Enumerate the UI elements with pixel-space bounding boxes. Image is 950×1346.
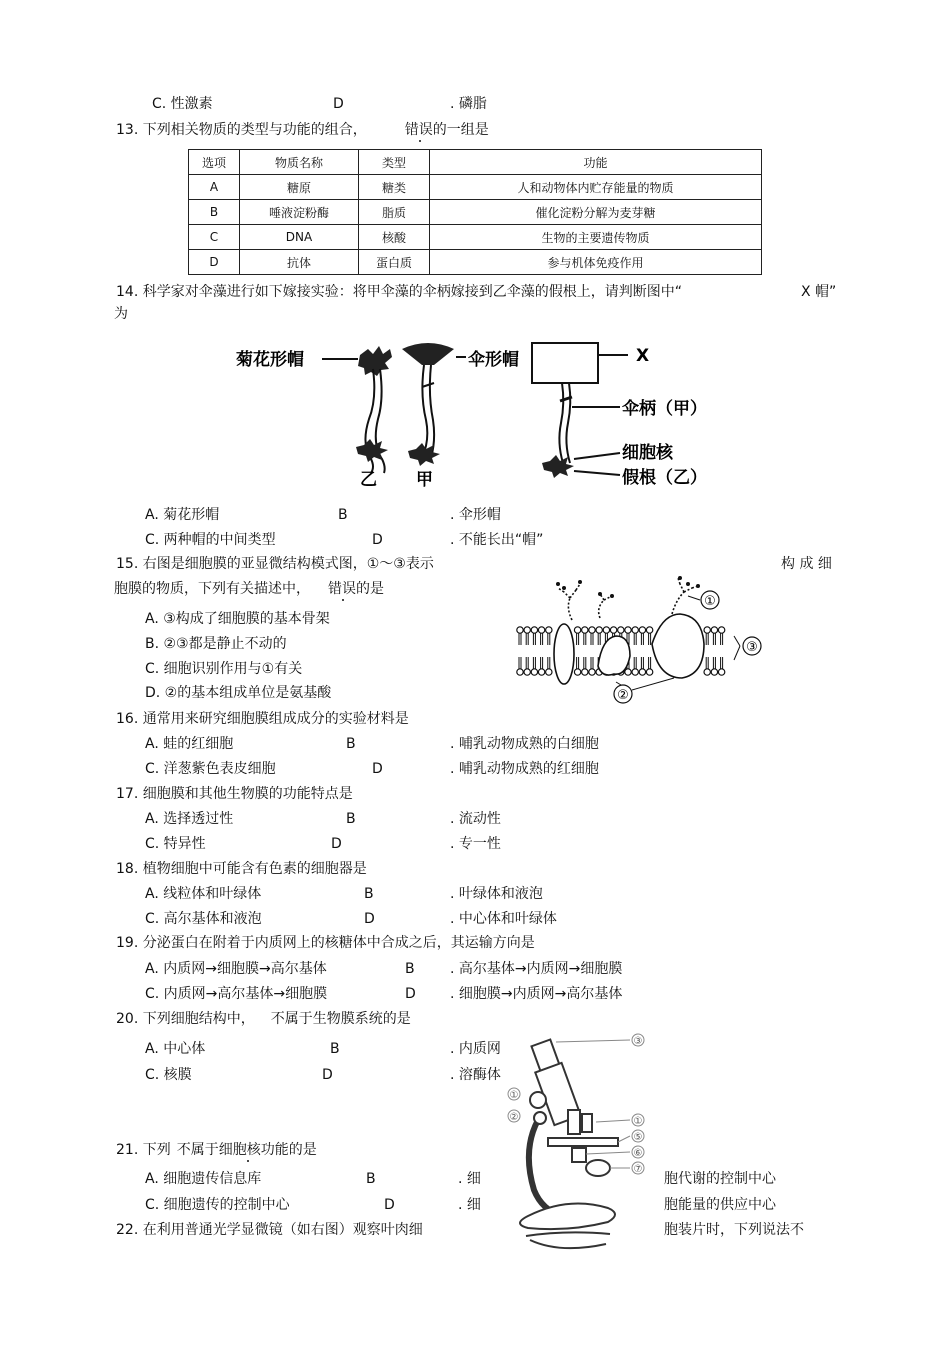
q14-option-b-text: . 伞形帽 xyxy=(450,507,501,523)
fig-label-stalk: 伞柄（甲） xyxy=(622,399,707,419)
q21-option-c: C. 细胞遗传的控制中心 xyxy=(145,1197,290,1213)
fig-label-x: X xyxy=(636,346,650,366)
q13-stem: 13. 下列相关物质的类型与功能的组合， 错误的一组是 xyxy=(116,122,489,138)
q12-option-d-letter: D xyxy=(333,96,344,112)
q14-option-d-letter: D xyxy=(372,532,383,548)
table-cell: 脂质 xyxy=(359,200,430,225)
q21-option-a: A. 细胞遗传信息库 xyxy=(145,1171,262,1187)
q21-option-b-letter: B xyxy=(366,1171,376,1187)
q16-option-d-text: . 哺乳动物成熟的红细胞 xyxy=(450,761,599,777)
q22-stem: 22. 在利用普通光学显微镜（如右图）观察叶肉细 xyxy=(116,1222,423,1238)
table-cell: C xyxy=(189,225,240,250)
fig-label-nucleus: 细胞核 xyxy=(622,443,673,463)
q21-option-d-text: . 细 xyxy=(458,1197,481,1213)
q21-option-b-text: . 细 xyxy=(458,1171,481,1187)
table-row xyxy=(189,250,762,275)
table-cell: 蛋白质 xyxy=(359,250,430,275)
q14-option-d-text: . 不能长出“帽” xyxy=(450,532,544,548)
microscope-label-7: ⑦ xyxy=(633,1164,643,1175)
q18-option-c: C. 高尔基体和液泡 xyxy=(145,911,262,927)
channel-protein xyxy=(554,624,574,684)
q16-option-a: A. 蛙的红细胞 xyxy=(145,736,234,752)
q17-option-c: C. 特异性 xyxy=(145,836,206,852)
q15-option-d: D. ②的基本组成单位是氨基酸 xyxy=(145,685,332,701)
q17-option-d-text: . 专一性 xyxy=(450,836,501,852)
q15-option-c: C. 细胞识别作用与①有关 xyxy=(145,661,303,677)
q15-stem-right: 构 成 细 xyxy=(781,556,832,572)
fig-label-3: ③ xyxy=(746,640,758,655)
fig-label-1: ① xyxy=(704,594,716,609)
q22-stem-cont: 胞装片时，下列说法不 xyxy=(664,1222,804,1238)
table-cell: 人和动物体内贮存能量的物质 xyxy=(430,175,762,200)
q19-option-a: A. 内质网→细胞膜→高尔基体 xyxy=(145,961,327,977)
q17-option-a: A. 选择透过性 xyxy=(145,811,234,827)
q16-option-b-letter: B xyxy=(346,736,356,752)
table-cell: A xyxy=(189,175,240,200)
q17-stem: 17. 细胞膜和其他生物膜的功能特点是 xyxy=(116,786,353,802)
q21-stem: 21. 下列 不属于细胞核功能的是 xyxy=(116,1142,317,1158)
q20-option-b-text: . 内质网 xyxy=(450,1041,501,1057)
q19-stem: 19. 分泌蛋白在附着于内质网上的核糖体中合成之后，其运输方向是 xyxy=(116,935,535,951)
table-cell: B xyxy=(189,200,240,225)
microscope-figure xyxy=(500,1030,680,1265)
table-header-cell: 选项 xyxy=(189,150,240,175)
table-cell: DNA xyxy=(240,225,359,250)
q12-option-d-text: . 磷脂 xyxy=(450,96,487,112)
q18-option-d-text: . 中心体和叶绿体 xyxy=(450,911,557,927)
q14-option-b-letter: B xyxy=(338,507,348,523)
umbrella-cap-shape xyxy=(402,343,454,365)
peripheral-protein xyxy=(598,636,630,675)
table-cell: 参与机体免疫作用 xyxy=(430,250,762,275)
table-row xyxy=(189,225,762,250)
microscope-label-6: ⑥ xyxy=(633,1148,643,1159)
q14-stem: 14. 科学家对伞藻进行如下嫁接实验：将甲伞藻的伞柄嫁接到乙伞藻的假根上，请判断图中“ xyxy=(116,284,682,300)
q16-option-b-text: . 哺乳动物成熟的白细胞 xyxy=(450,736,599,752)
table-row xyxy=(189,175,762,200)
table-header-cell: 物质名称 xyxy=(240,150,359,175)
q16-stem: 16. 通常用来研究细胞膜组成成分的实验材料是 xyxy=(116,711,409,727)
q19-option-d-letter: D xyxy=(405,986,416,1002)
fig-label-umbrella-cap: 伞形帽 xyxy=(468,350,519,370)
q15-stem-line2: 胞膜的物质，下列有关描述中， 错误的是 xyxy=(114,581,384,597)
table-cell: 催化淀粉分解为麦芽糖 xyxy=(430,200,762,225)
q21-stem-key: 不属于细胞核功能的是 xyxy=(176,1142,317,1158)
q17-option-d-letter: D xyxy=(331,836,342,852)
fig-label-yi: 乙 xyxy=(360,470,377,490)
q20-option-d-text: . 溶酶体 xyxy=(450,1067,501,1083)
q15-option-a: A. ③构成了细胞膜的基本骨架 xyxy=(145,611,330,627)
q20-option-d-letter: D xyxy=(322,1067,333,1083)
cell-membrane-figure xyxy=(512,560,772,710)
q18-stem: 18. 植物细胞中可能含有色素的细胞器是 xyxy=(116,861,367,877)
q19-option-c: C. 内质网→高尔基体→细胞膜 xyxy=(145,986,328,1002)
table-header-cell: 类型 xyxy=(359,150,430,175)
q18-option-d-letter: D xyxy=(364,911,375,927)
q19-option-d-text: . 细胞膜→内质网→高尔基体 xyxy=(450,986,623,1002)
q15-stem-key: 错误 xyxy=(328,581,356,597)
table-cell: 生物的主要遗传物质 xyxy=(430,225,762,250)
acetabularia-graft-figure xyxy=(230,335,730,495)
chrysanthemum-cap-shape xyxy=(358,346,392,376)
fig-label-2: ② xyxy=(617,688,629,703)
q12-option-c: C. 性激素 xyxy=(152,96,213,112)
unknown-cap-box xyxy=(532,343,598,383)
q18-option-b-text: . 叶绿体和液泡 xyxy=(450,886,543,902)
table-header-row xyxy=(189,150,762,175)
microscope-label-2: ② xyxy=(509,1112,519,1123)
q20-option-c: C. 核膜 xyxy=(145,1067,192,1083)
q14-stem-line2: 为 xyxy=(114,306,128,322)
table-cell: 抗体 xyxy=(240,250,359,275)
q18-option-b-letter: B xyxy=(364,886,374,902)
q20-stem-key: 不属于生物膜系统的是 xyxy=(270,1011,411,1027)
q19-option-b-letter: B xyxy=(405,961,415,977)
table-cell: 核酸 xyxy=(359,225,430,250)
q18-option-a: A. 线粒体和叶绿体 xyxy=(145,886,262,902)
q17-option-b-text: . 流动性 xyxy=(450,811,501,827)
q13-stem-key: 错误 xyxy=(404,122,433,138)
q14-option-a: A. 菊花形帽 xyxy=(145,507,220,523)
integral-protein xyxy=(652,614,704,678)
q21-option-d-text-cont: 胞能量的供应中心 xyxy=(664,1197,776,1213)
q20-option-a: A. 中心体 xyxy=(145,1041,206,1057)
table-row xyxy=(189,200,762,225)
q20-option-b-letter: B xyxy=(330,1041,340,1057)
q16-option-c: C. 洋葱紫色表皮细胞 xyxy=(145,761,276,777)
table-header-cell: 功能 xyxy=(430,150,762,175)
q15-option-b: B. ②③都是静止不动的 xyxy=(145,636,287,652)
q13-table xyxy=(188,149,762,275)
table-cell: 糖原 xyxy=(240,175,359,200)
microscope-label-3: ③ xyxy=(633,1036,643,1047)
q17-option-b-letter: B xyxy=(346,811,356,827)
q21-option-d-letter: D xyxy=(384,1197,395,1213)
fig-label-jia: 甲 xyxy=(416,470,433,490)
table-cell: D xyxy=(189,250,240,275)
q15-stem: 15. 右图是细胞膜的亚显微结构模式图，①～③表示 xyxy=(116,556,434,572)
q19-option-b-text: . 高尔基体→内质网→细胞膜 xyxy=(450,961,623,977)
table-cell: 糖类 xyxy=(359,175,430,200)
q14-option-c: C. 两种帽的中间类型 xyxy=(145,532,276,548)
q20-stem: 20. 下列细胞结构中， 不属于生物膜系统的是 xyxy=(116,1011,411,1027)
table-cell: 唾液淀粉酶 xyxy=(240,200,359,225)
microscope-label-5: ⑤ xyxy=(633,1132,643,1143)
q14-stem-end: X 帽” xyxy=(801,284,837,300)
q16-option-d-letter: D xyxy=(372,761,383,777)
fig-label-chrysanthemum-cap: 菊花形帽 xyxy=(236,350,304,370)
fig-label-rhizoid: 假根（乙） xyxy=(622,468,707,488)
q21-option-b-text-cont: 胞代谢的控制中心 xyxy=(664,1171,776,1187)
microscope-label-1-left: ① xyxy=(509,1090,519,1101)
microscope-label-1-right: ① xyxy=(633,1116,643,1127)
